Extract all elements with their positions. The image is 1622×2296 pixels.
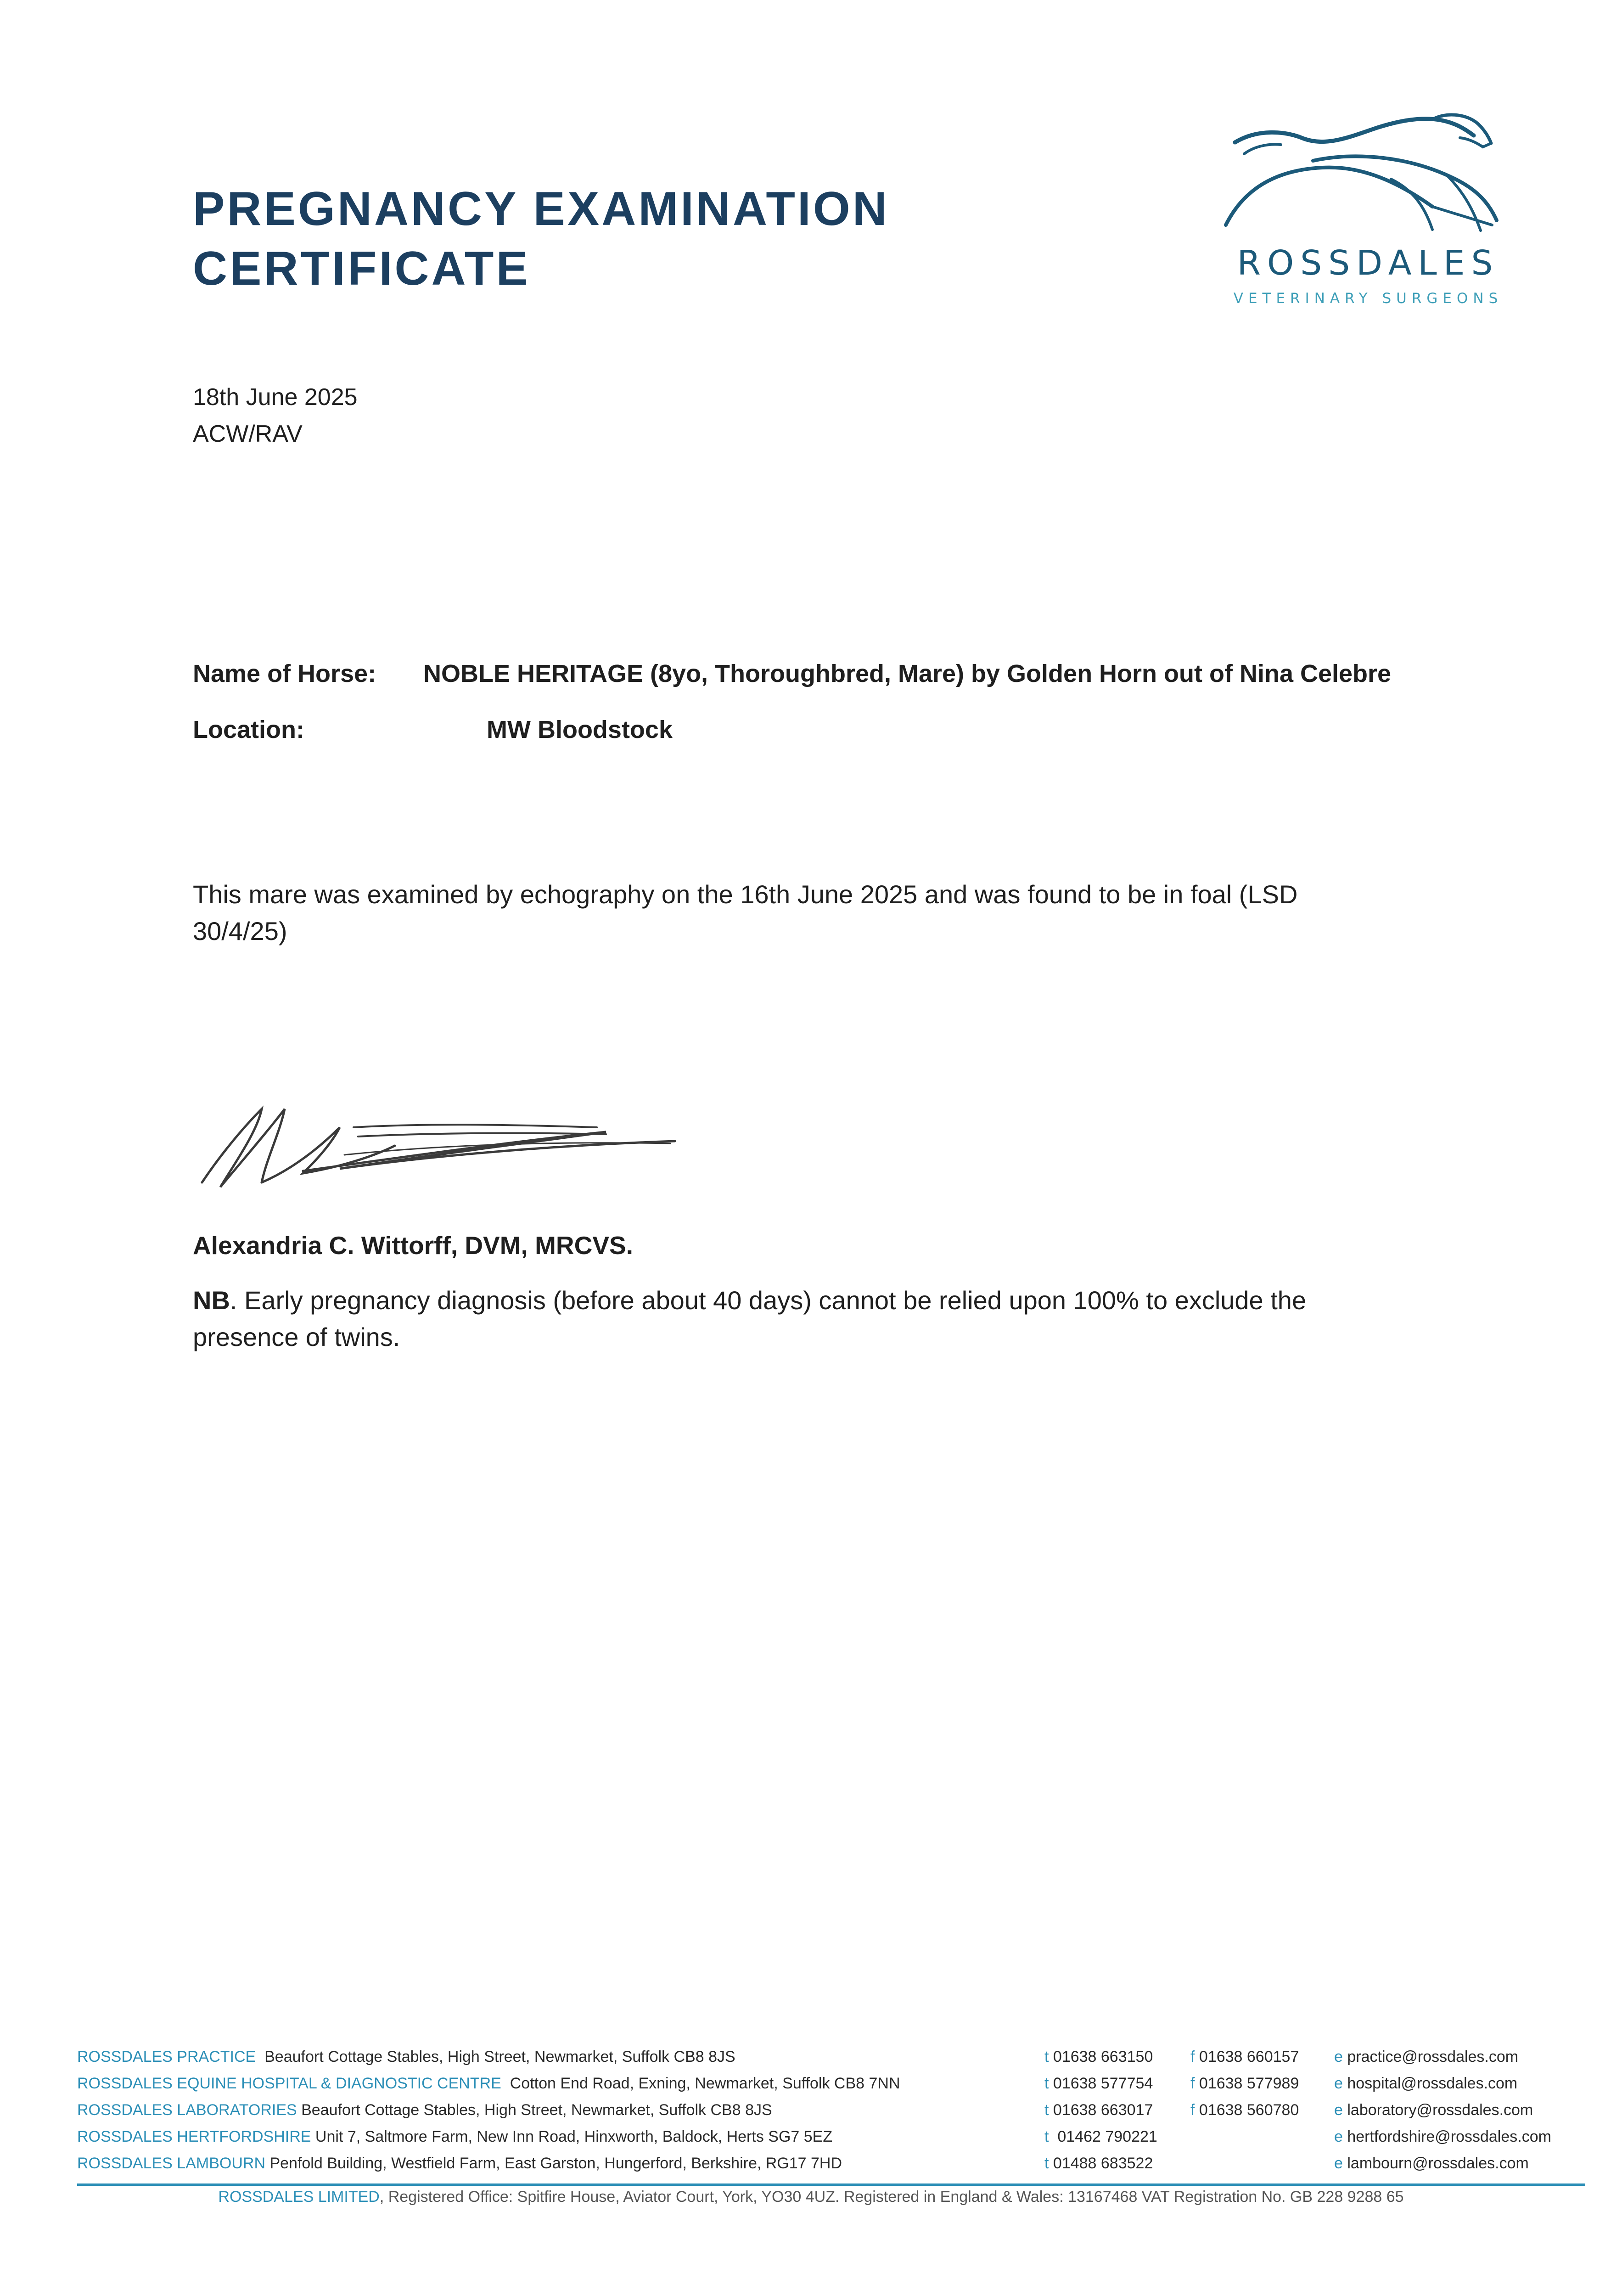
branch-address: Unit 7, Saltmore Farm, New Inn Road, Hinxworth, Baldock, Herts SG7 5EZ bbox=[311, 2128, 833, 2145]
footer-contacts bbox=[77, 2048, 1588, 2181]
email-prefix: e bbox=[1334, 2101, 1347, 2119]
email-prefix: e bbox=[1334, 2128, 1347, 2145]
signer-name: Alexandria C. Wittorff, DVM, MRCVS. bbox=[193, 1231, 634, 1260]
title-line-1: PREGNANCY EXAMINATION bbox=[193, 182, 889, 236]
tel-prefix: t bbox=[1044, 2101, 1053, 2119]
location-value: MW Bloodstock bbox=[487, 716, 673, 743]
certificate-title bbox=[193, 179, 889, 298]
tel-prefix: t bbox=[1044, 2155, 1053, 2172]
branch-name: ROSSDALES EQUINE HOSPITAL & DIAGNOSTIC CENTRE bbox=[77, 2075, 501, 2092]
note-label: NB bbox=[193, 1286, 230, 1315]
branch-phone: 01638 663150 bbox=[1053, 2048, 1153, 2065]
branch-name: ROSSDALES HERTFORDSHIRE bbox=[77, 2128, 311, 2145]
note-paragraph bbox=[193, 1282, 1386, 1356]
legal-notice bbox=[0, 2188, 1622, 2206]
branch-name: ROSSDALES LABORATORIES bbox=[77, 2101, 297, 2119]
email-prefix: e bbox=[1334, 2075, 1347, 2092]
date-reference-block bbox=[193, 379, 358, 452]
email-prefix: e bbox=[1334, 2048, 1347, 2065]
footer-divider bbox=[77, 2183, 1585, 2186]
email-prefix: e bbox=[1334, 2155, 1347, 2172]
tel-prefix: t bbox=[1044, 2048, 1053, 2065]
branch-email[interactable]: lambourn@rossdales.com bbox=[1347, 2155, 1529, 2172]
rossdales-logo bbox=[1217, 110, 1520, 331]
note-text: . Early pregnancy diagnosis (before about 40 days) cannot be relied upon 100% to exclude the presence of twins. bbox=[193, 1286, 1307, 1351]
footer-row bbox=[77, 2075, 1588, 2101]
title-line-2: CERTIFICATE bbox=[193, 242, 530, 295]
location-label: Location: bbox=[193, 716, 304, 743]
horse-label: Name of Horse: bbox=[193, 660, 376, 687]
branch-email[interactable]: laboratory@rossdales.com bbox=[1347, 2101, 1533, 2119]
fax-prefix: f bbox=[1190, 2048, 1199, 2065]
branch-name: ROSSDALES LAMBOURN bbox=[77, 2155, 265, 2172]
reference-code: ACW/RAV bbox=[193, 421, 303, 447]
examination-text: This mare was examined by echography on the 16th June 2025 and was found to be in foal (LSD 30/4/25) bbox=[193, 880, 1298, 945]
branch-address: Cotton End Road, Exning, Newmarket, Suffolk CB8 7NN bbox=[501, 2075, 900, 2092]
branch-fax: 01638 660157 bbox=[1199, 2048, 1299, 2065]
signature bbox=[193, 1077, 679, 1210]
branch-phone: 01638 577754 bbox=[1053, 2075, 1153, 2092]
footer-row bbox=[77, 2101, 1588, 2128]
fax-prefix: f bbox=[1190, 2101, 1199, 2119]
branch-email[interactable]: hospital@rossdales.com bbox=[1347, 2075, 1518, 2092]
branch-address: Beaufort Cottage Stables, High Street, Newmarket, Suffolk CB8 8JS bbox=[256, 2048, 735, 2065]
legal-text: , Registered Office: Spitfire House, Aviator Court, York, YO30 4UZ. Registered in England & Wales: 13167468 VAT Registration No. GB 228 9288 65 bbox=[379, 2188, 1404, 2206]
legal-company-name: ROSSDALES LIMITED bbox=[218, 2188, 380, 2206]
horse-logo-icon bbox=[1217, 110, 1520, 239]
branch-phone: 01488 683522 bbox=[1053, 2155, 1153, 2172]
branch-email[interactable]: practice@rossdales.com bbox=[1347, 2048, 1519, 2065]
tel-prefix: t bbox=[1044, 2128, 1053, 2145]
branch-phone: 01462 790221 bbox=[1053, 2128, 1157, 2145]
branch-address: Beaufort Cottage Stables, High Street, Newmarket, Suffolk CB8 8JS bbox=[297, 2101, 772, 2119]
fax-prefix: f bbox=[1190, 2075, 1199, 2092]
branch-phone: 01638 663017 bbox=[1053, 2101, 1153, 2119]
logo-name: ROSSDALES bbox=[1237, 243, 1499, 283]
branch-fax: 01638 560780 bbox=[1199, 2101, 1299, 2119]
document-date: 18th June 2025 bbox=[193, 384, 358, 411]
branch-fax: 01638 577989 bbox=[1199, 2075, 1299, 2092]
tel-prefix: t bbox=[1044, 2075, 1053, 2092]
footer-row bbox=[77, 2128, 1588, 2155]
footer-row bbox=[77, 2048, 1588, 2075]
branch-email[interactable]: hertfordshire@rossdales.com bbox=[1347, 2128, 1551, 2145]
horse-value: NOBLE HERITAGE (8yo, Thoroughbred, Mare) by Golden Horn out of Nina Celebre bbox=[423, 660, 1392, 687]
branch-name: ROSSDALES PRACTICE bbox=[77, 2048, 256, 2065]
footer-row bbox=[77, 2155, 1588, 2181]
branch-address: Penfold Building, Westfield Farm, East Garston, Hungerford, Berkshire, RG17 7HD bbox=[265, 2155, 842, 2172]
logo-subtitle: VETERINARY SURGEONS bbox=[1233, 290, 1503, 307]
